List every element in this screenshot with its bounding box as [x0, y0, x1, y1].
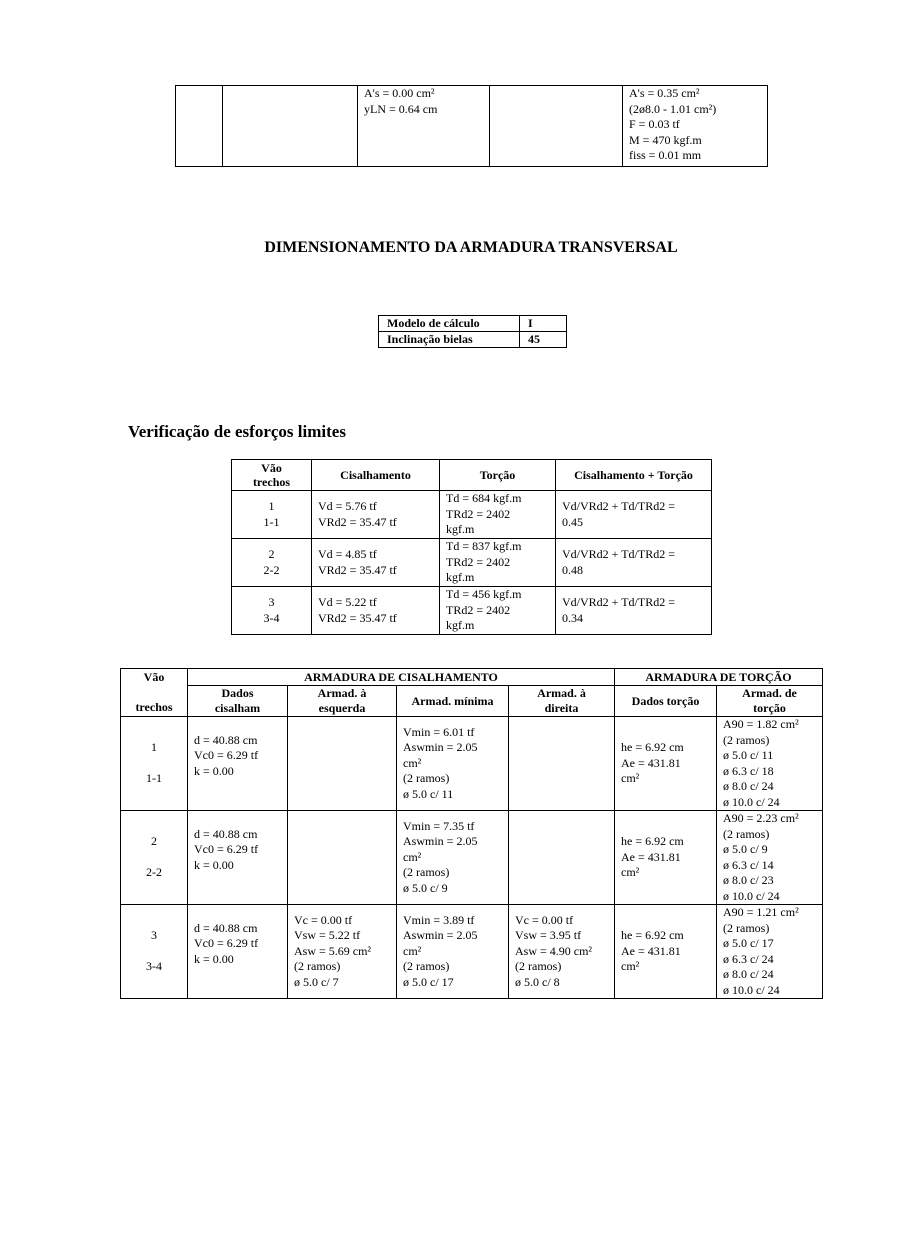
cell-line: Vsw = 3.95 tf [515, 928, 582, 943]
cell-line: ø 5.0 c/ 7 [294, 974, 339, 989]
cell-line: ø 10.0 c/ 24 [723, 888, 780, 903]
header-cisalhamento: Cisalhamento [312, 460, 440, 491]
vao-cell [121, 717, 188, 811]
cell-line: ø 5.0 c/ 11 [403, 786, 454, 801]
cell-line: (2 ramos) [403, 771, 450, 786]
armad-torcao-cell [717, 811, 823, 905]
cell-line: VRd2 = 35.47 tf [318, 562, 397, 577]
vao-number: 1 [151, 740, 157, 755]
cell-line: (2ø8.0 - 1.01 cm²) [629, 101, 717, 116]
armad-esquerda-cell [288, 905, 397, 999]
cell-line: fiss = 0.01 mm [629, 148, 702, 162]
comb-cell [556, 539, 712, 587]
cell-line: Vd/VRd2 + Td/TRd2 = [562, 547, 675, 561]
cell-line: Asw = 5.69 cm² [294, 943, 372, 958]
cell-line: Vc0 = 6.29 tf [194, 842, 259, 856]
cell-line: d = 40.88 cm [194, 826, 258, 841]
cell-line: Vmin = 7.35 tf [403, 818, 475, 833]
cell-line: kgf.m [446, 618, 475, 632]
cell-line: kgf.m [446, 570, 475, 584]
cell-line: Vc = 0.00 tf [294, 912, 353, 927]
cell-line: (2 ramos) [403, 959, 450, 974]
vao-cell [121, 811, 188, 905]
header-cis-torcao: Cisalhamento + Torção [556, 460, 712, 491]
armad-minima-cell [397, 811, 509, 905]
cell-line: ø 8.0 c/ 24 [723, 967, 774, 981]
cell-line: k = 0.00 [194, 857, 234, 872]
cell-line: A90 = 1.21 cm² [723, 905, 799, 919]
cis-cell [312, 587, 440, 635]
table-row [232, 539, 712, 587]
header-armadura-torcao: ARMADURA DE TORÇÃO [615, 669, 823, 686]
cell-line: kgf.m [446, 522, 475, 536]
cell-line: he = 6.92 cm [621, 740, 684, 755]
table-cell [176, 86, 223, 167]
cell-line: VRd2 = 35.47 tf [318, 610, 397, 625]
cell-line: Asw = 4.90 cm² [515, 943, 593, 958]
table-header-row [121, 669, 823, 686]
cell-line: yLN = 0.64 cm [364, 101, 438, 116]
vao-number: 3 [268, 595, 275, 609]
cell-line: ø 5.0 c/ 9 [723, 842, 768, 856]
cell-line: cm² [403, 849, 422, 864]
cell-line: A's = 0.35 cm² [629, 86, 700, 100]
cell-line: cm² [621, 865, 640, 880]
cell-line: d = 40.88 cm [194, 732, 258, 747]
cell-line: TRd2 = 2402 [446, 554, 511, 569]
cell-line: ø 8.0 c/ 24 [723, 779, 774, 793]
cell-line: M = 470 kgf.m [629, 132, 702, 147]
header-line: Vão [143, 670, 165, 684]
header-line: esquerda [318, 701, 366, 715]
table-row [121, 905, 823, 999]
armad-esquerda-cell [288, 811, 397, 905]
trecho-label: 1-1 [263, 514, 280, 529]
table-row [176, 86, 768, 167]
cell-line: cm² [403, 755, 422, 770]
header-armad-direita [509, 686, 615, 717]
cell-line: Vd = 4.85 tf [318, 547, 377, 561]
limits-table [231, 459, 712, 635]
cell-line: ø 6.3 c/ 24 [723, 951, 774, 966]
cell-line: Vmin = 3.89 tf [403, 912, 475, 927]
armad-torcao-cell [717, 717, 823, 811]
header-line: Vão [261, 461, 282, 475]
header-armad-esquerda [288, 686, 397, 717]
cell-line: A90 = 2.23 cm² [723, 811, 799, 825]
header-armad-torcao [717, 686, 823, 717]
cell-line: ø 8.0 c/ 23 [723, 873, 774, 887]
cell-line: ø 6.3 c/ 14 [723, 857, 774, 872]
cell-line: ø 10.0 c/ 24 [723, 982, 780, 997]
table-cell [623, 86, 768, 167]
header-line: direita [544, 701, 579, 715]
page-title: DIMENSIONAMENTO DA ARMADURA TRANSVERSAL [264, 239, 678, 256]
top-table [175, 85, 768, 167]
cell-spacer [194, 873, 281, 889]
cell-line: Vc = 0.00 tf [515, 912, 574, 927]
table-row [379, 316, 567, 332]
header-line: Dados [221, 686, 254, 700]
cell-line: ø 5.0 c/ 8 [515, 974, 560, 989]
armad-minima-cell [397, 717, 509, 811]
armad-esquerda-cell [288, 717, 397, 811]
table-row [121, 717, 823, 811]
table-cell [490, 86, 623, 167]
header-armadura-cisalhamento: ARMADURA DE CISALHAMENTO [188, 669, 615, 686]
cis-cell [312, 539, 440, 587]
cell-line: Vd/VRd2 + Td/TRd2 = [562, 499, 675, 513]
header-line: cisalham [214, 701, 261, 715]
cell-spacer [194, 779, 281, 795]
header-torcao: Torção [440, 460, 556, 491]
cell-line: Ae = 431.81 [621, 943, 681, 958]
tor-cell [440, 587, 556, 635]
tor-cell [440, 491, 556, 539]
cell-line: (2 ramos) [723, 920, 770, 935]
cis-cell [312, 491, 440, 539]
cell-line: 0.34 [562, 610, 583, 625]
armad-torcao-cell [717, 905, 823, 999]
reinforcement-table [120, 668, 823, 999]
header-vao-trechos [232, 460, 312, 491]
dados-torcao-cell [615, 905, 717, 999]
cell-line: ø 10.0 c/ 24 [723, 794, 780, 809]
header-line: Armad. à [317, 686, 367, 700]
armad-direita-cell [509, 811, 615, 905]
vao-number: 2 [268, 547, 275, 561]
cell-line: he = 6.92 cm [621, 834, 684, 849]
table-cell [223, 86, 358, 167]
cell-line: Vd = 5.76 tf [318, 499, 377, 513]
cell-spacer [127, 944, 181, 960]
cell-line: Td = 837 kgf.m [446, 539, 522, 553]
header-spacer [125, 685, 183, 700]
table-cell [358, 86, 490, 167]
tor-cell [440, 539, 556, 587]
cell-line: cm² [621, 959, 640, 974]
table-header-row [232, 460, 712, 491]
cell-line: Ae = 431.81 [621, 849, 681, 864]
cell-line: ø 5.0 c/ 11 [723, 748, 774, 762]
header-line: trechos [135, 700, 173, 714]
armad-direita-cell [509, 905, 615, 999]
trecho-label: 3-4 [146, 959, 162, 974]
dados-cis-cell [188, 905, 288, 999]
cell-line: Ae = 431.81 [621, 755, 681, 770]
cell-line: Vc0 = 6.29 tf [194, 936, 259, 950]
trecho-label: 2-2 [263, 562, 280, 577]
dados-cis-cell [188, 811, 288, 905]
header-line: trechos [252, 475, 291, 489]
cell-line: d = 40.88 cm [194, 920, 258, 935]
cell-line: VRd2 = 35.47 tf [318, 514, 397, 529]
table-row [379, 332, 567, 348]
dados-torcao-cell [615, 811, 717, 905]
cell-line: k = 0.00 [194, 951, 234, 966]
vao-cell [121, 905, 188, 999]
dados-cis-cell [188, 717, 288, 811]
cell-line: k = 0.00 [194, 763, 234, 778]
cell-line: A90 = 1.82 cm² [723, 717, 799, 731]
cell-line: he = 6.92 cm [621, 928, 684, 943]
cell-line: TRd2 = 2402 [446, 506, 511, 521]
cell-line: Aswmin = 2.05 [403, 740, 478, 755]
cell-line: ø 5.0 c/ 17 [723, 936, 774, 950]
cell-line: Vc0 = 6.29 tf [194, 748, 259, 762]
header-vao-trechos [121, 669, 188, 717]
model-table [378, 315, 567, 348]
model-value: 45 [520, 332, 567, 348]
cell-line: Td = 684 kgf.m [446, 491, 522, 505]
table-row [232, 587, 712, 635]
cell-line: (2 ramos) [723, 732, 770, 747]
trecho-label: 3-4 [263, 610, 280, 625]
cell-line: Td = 456 kgf.m [446, 587, 522, 601]
cell-line: (2 ramos) [515, 959, 562, 974]
cell-line: Aswmin = 2.05 [403, 928, 478, 943]
cell-line: cm² [621, 771, 640, 786]
dados-torcao-cell [615, 717, 717, 811]
cell-line: Vd/VRd2 + Td/TRd2 = [562, 595, 675, 609]
armad-direita-cell [509, 717, 615, 811]
header-line: Armad. de [742, 686, 797, 700]
vao-cell [232, 491, 312, 539]
header-dados-cisalham [188, 686, 288, 717]
vao-number: 2 [151, 834, 157, 849]
cell-line: ø 5.0 c/ 9 [403, 880, 448, 895]
model-label: Modelo de cálculo [379, 316, 520, 332]
header-line: torção [753, 701, 786, 715]
cell-line: ø 5.0 c/ 17 [403, 974, 454, 989]
header-dados-torcao: Dados torção [615, 686, 717, 717]
cell-spacer [127, 850, 181, 866]
table-row [232, 491, 712, 539]
model-value: I [520, 316, 567, 332]
header-line: Armad. à [537, 686, 586, 700]
cell-line: Vsw = 5.22 tf [294, 928, 361, 943]
cell-line: Vmin = 6.01 tf [403, 724, 475, 739]
vao-number: 3 [151, 928, 157, 943]
cell-line: (2 ramos) [403, 865, 450, 880]
cell-line: 0.48 [562, 562, 583, 577]
vao-cell [232, 587, 312, 635]
cell-line: (2 ramos) [294, 959, 341, 974]
vao-cell [232, 539, 312, 587]
cell-line: Aswmin = 2.05 [403, 834, 478, 849]
trecho-label: 1-1 [146, 771, 162, 786]
comb-cell [556, 491, 712, 539]
cell-line: (2 ramos) [723, 826, 770, 841]
cell-line: A's = 0.00 cm² [364, 86, 435, 100]
comb-cell [556, 587, 712, 635]
header-armad-minima: Armad. mínima [397, 686, 509, 717]
cell-line: cm² [403, 943, 422, 958]
model-label: Inclinação bielas [379, 332, 520, 348]
armad-minima-cell [397, 905, 509, 999]
table-row [121, 811, 823, 905]
cell-line: TRd2 = 2402 [446, 602, 511, 617]
vao-number: 1 [268, 499, 275, 513]
cell-spacer [127, 756, 181, 772]
trecho-label: 2-2 [146, 865, 162, 880]
cell-line: 0.45 [562, 514, 583, 529]
cell-line: Vd = 5.22 tf [318, 595, 377, 609]
cell-line: ø 6.3 c/ 18 [723, 763, 774, 778]
section-title: Verificação de esforços limites [128, 422, 346, 441]
table-header-row [121, 686, 823, 717]
cell-line: F = 0.03 tf [629, 117, 680, 131]
cell-spacer [194, 967, 281, 983]
